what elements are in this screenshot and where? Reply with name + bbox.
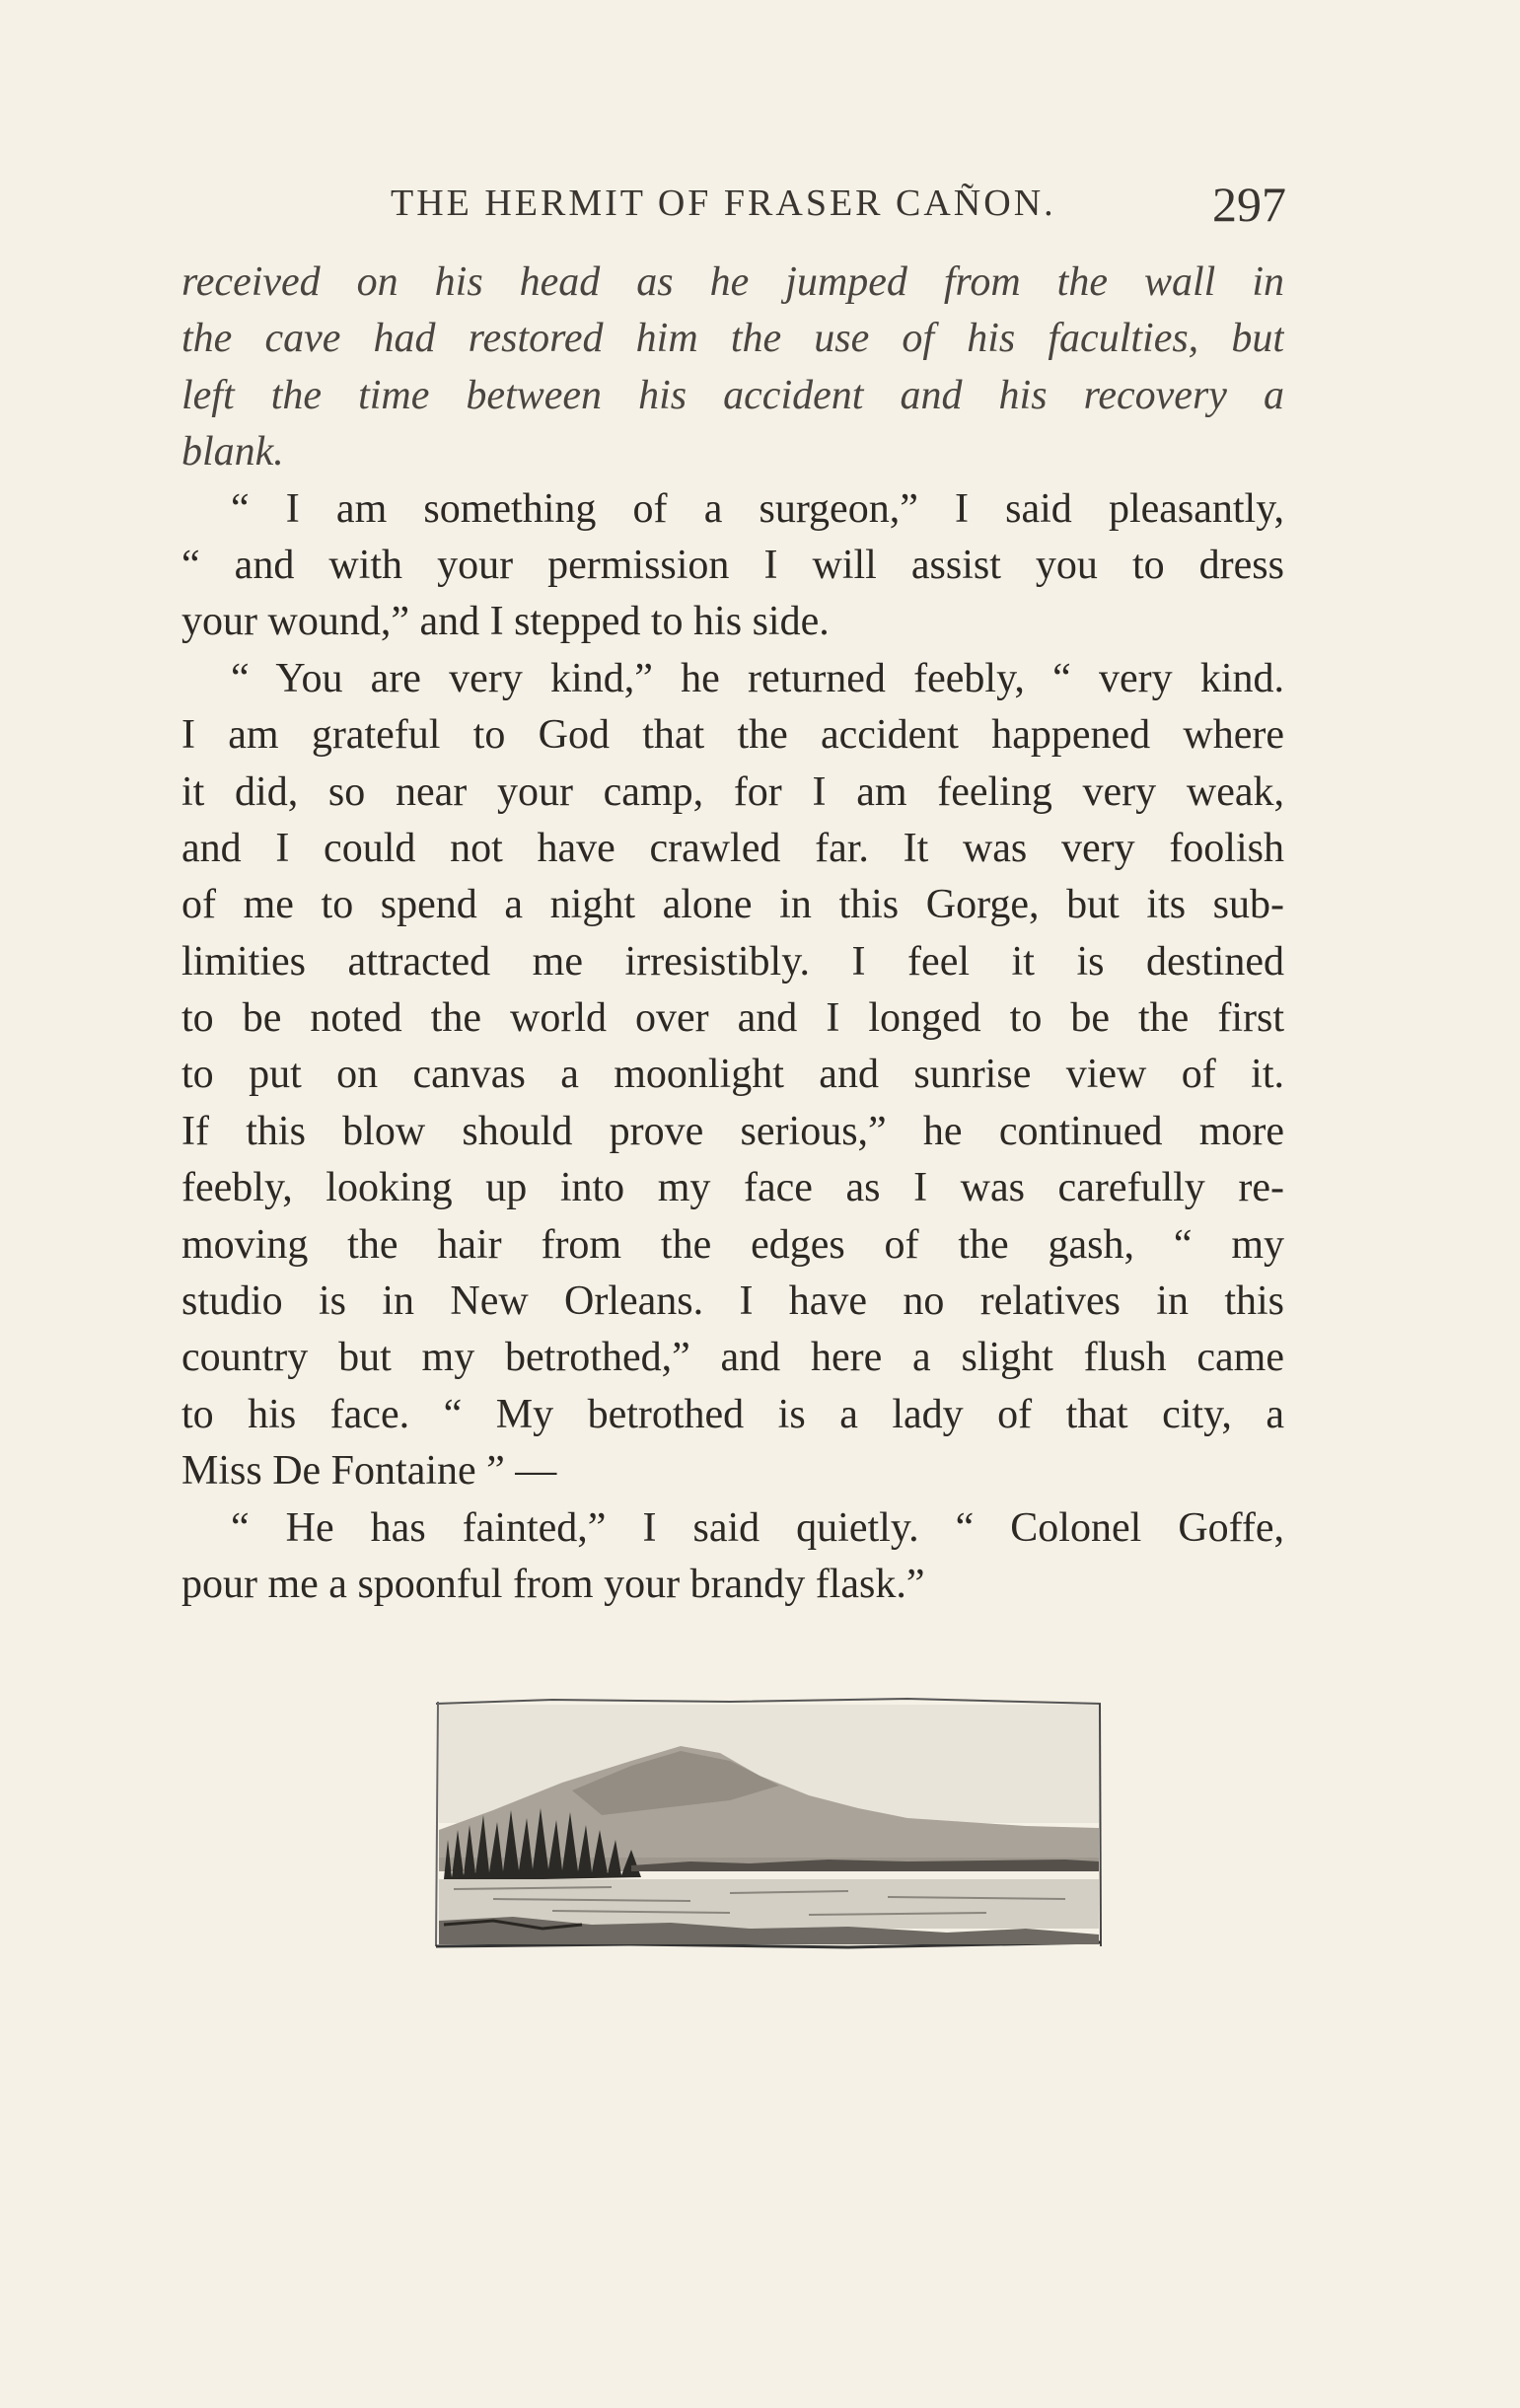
text-line: left the time between his accident and his recovery a [181,372,1284,418]
running-title: THE HERMIT OF FRASER CAÑON. [391,182,1056,224]
text-line: blank. [181,429,284,475]
text-line: pour me a spoonful from your brandy flask.” [181,1561,925,1607]
text-line: “ He has fainted,” I said quietly. “ Colonel Goffe, [231,1504,1284,1551]
text-line: Miss De Fontaine ” — [181,1448,557,1495]
text-line: feebly, looking up into my face as I was carefully re- [181,1165,1284,1211]
page-header [181,176,1286,245]
text-line: the cave had restored him the use of his faculties, but [181,316,1284,362]
engraving-mountain-lake-icon [434,1692,1103,1950]
text-line: “ You are very kind,” he returned feebly, “ very kind. [231,655,1284,701]
text-line: and I could not have crawled far. It was very foolish [181,825,1284,871]
text-line: moving the hair from the edges of the gash, “ my [181,1221,1284,1268]
text-line: to put on canvas a moonlight and sunrise view of it. [181,1052,1284,1098]
text-line: If this blow should prove serious,” he continued more [181,1108,1284,1154]
text-line: it did, so near your camp, for I am feeling very weak, [181,768,1284,815]
text-line: “ and with your permission I will assist you to dress [181,542,1284,588]
text-line: studio is in New Orleans. I have no relatives in this [181,1278,1284,1325]
text-line: received on his head as he jumped from the wall in [181,259,1284,305]
text-line: your wound,” and I stepped to his side. [181,599,830,645]
text-line: I am grateful to God that the accident happened where [181,712,1284,759]
body-text [181,255,1284,1613]
text-line: to be noted the world over and I longed to be the first [181,995,1284,1042]
text-line: “ I am something of a surgeon,” I said pleasantly, [231,485,1284,532]
text-line: of me to spend a night alone in this Gorge, but its sub- [181,882,1284,928]
text-line: country but my betrothed,” and here a slight flush came [181,1335,1284,1381]
text-line: limities attracted me irresistibly. I feel it is destined [181,938,1284,985]
text-line: to his face. “ My betrothed is a lady of that city, a [181,1391,1284,1437]
page-number: 297 [1212,177,1286,232]
